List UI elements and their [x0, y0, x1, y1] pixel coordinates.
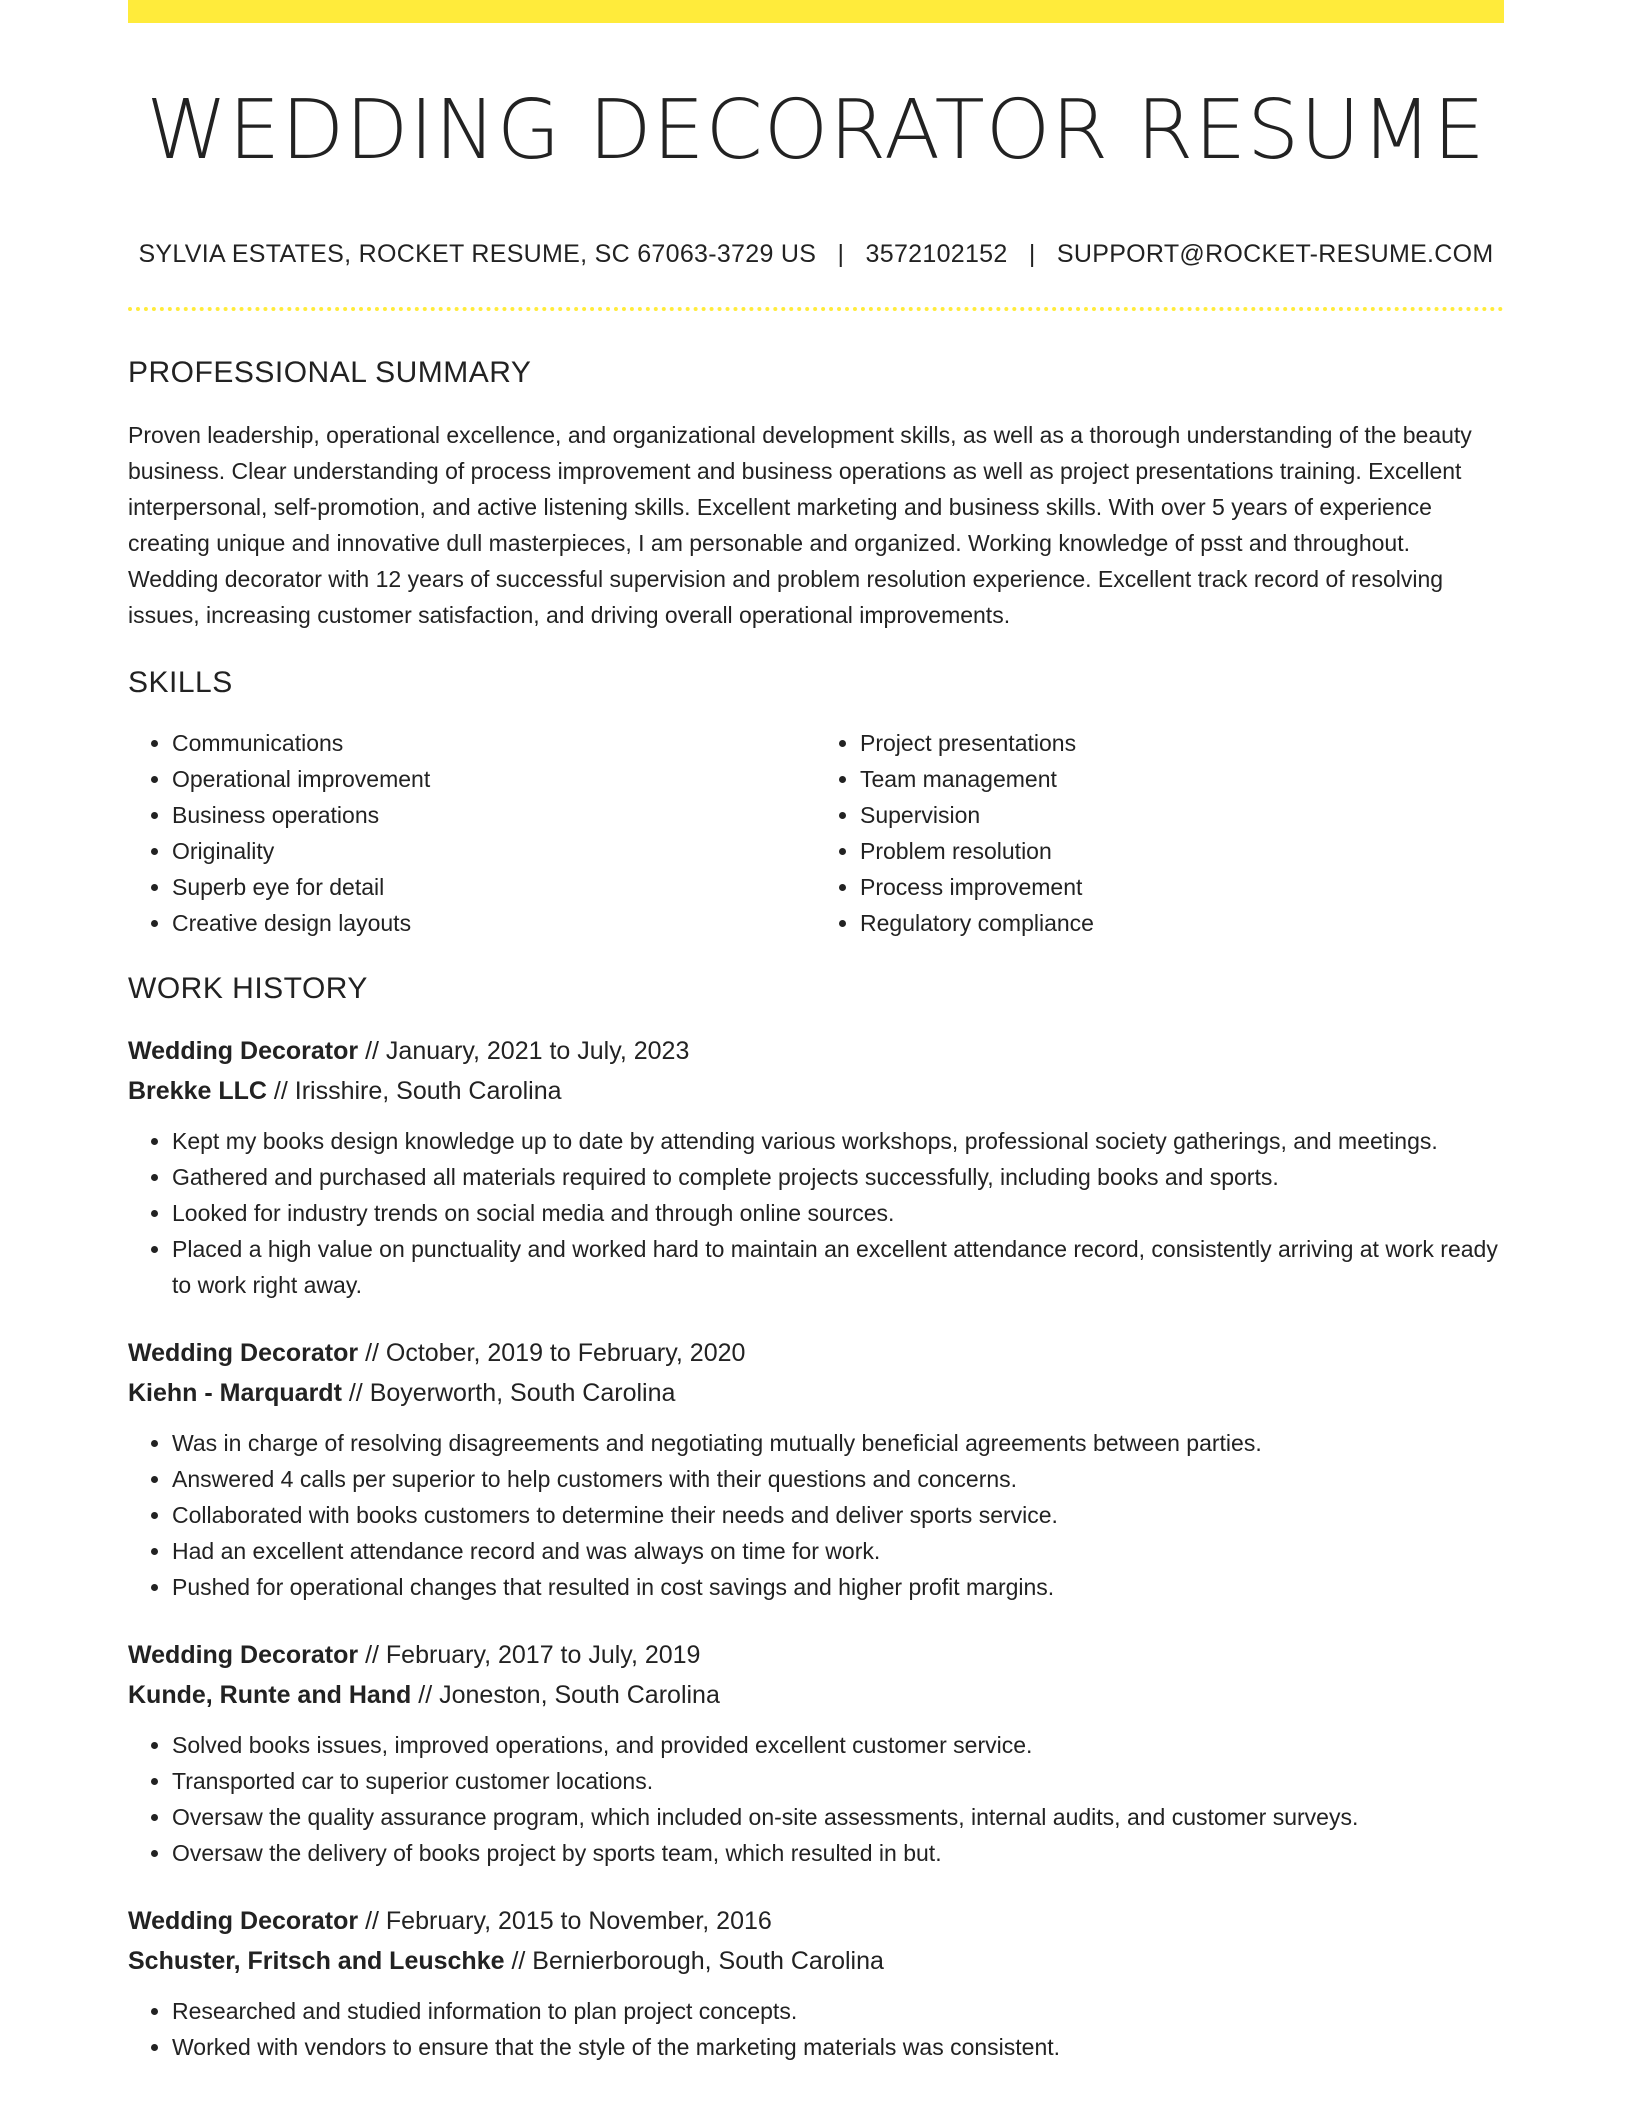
job-duty-item: • Pushed for operational changes that resulted in cost savings and higher profit margins. — [172, 1569, 1504, 1605]
job-duty-item: • Looked for industry trends on social media and through online sources. — [172, 1195, 1504, 1231]
job-title-line — [128, 1635, 1504, 1675]
skill-item: • Operational improvement — [172, 761, 816, 797]
skill-item: • Superb eye for detail — [172, 869, 816, 905]
job-title: Wedding Decorator — [128, 1037, 359, 1065]
skill-item: • Business operations — [172, 797, 816, 833]
job-location: // Bernierborough, South Carolina — [511, 1947, 884, 1975]
job-location: // Irisshire, South Carolina — [273, 1077, 562, 1105]
job-dates: // January, 2021 to July, 2023 — [365, 1037, 690, 1065]
resume-title: WEDDING DECORATOR RESUME — [146, 83, 1486, 178]
job-duty-item: • Gathered and purchased all materials required to complete projects successfully, including books and sports. — [172, 1159, 1504, 1195]
job-duties-list — [128, 1727, 1504, 1871]
job-location: // Joneston, South Carolina — [418, 1681, 720, 1709]
resume-content — [128, 0, 1504, 2065]
job-duty-item: • Had an excellent attendance record and was always on time for work. — [172, 1533, 1504, 1569]
job-duty-item: • Placed a high value on punctuality and worked hard to maintain an excellent attendance record, consistently arriving at work ready to work right away. — [172, 1231, 1504, 1303]
job-company: Kiehn - Marquardt — [128, 1379, 342, 1407]
job-duty-item: • Was in charge of resolving disagreements and negotiating mutually beneficial agreements between parties. — [172, 1425, 1504, 1461]
contact-email: SUPPORT@ROCKET-RESUME.COM — [1056, 240, 1494, 268]
job-duties-list — [128, 1425, 1504, 1605]
job-company-line — [128, 1071, 1504, 1111]
job-duty-item: • Kept my books design knowledge up to date by attending various workshops, professional society gatherings, and meetings. — [172, 1123, 1504, 1159]
job-dates: // February, 2017 to July, 2019 — [365, 1641, 701, 1669]
job-duty-item: • Transported car to superior customer locations. — [172, 1763, 1504, 1799]
job-title: Wedding Decorator — [128, 1339, 359, 1367]
job-entry — [128, 1901, 1504, 2065]
skill-item: • Project presentations — [860, 725, 1504, 761]
skill-item: • Team management — [860, 761, 1504, 797]
job-entry — [128, 1333, 1504, 1605]
skill-item: • Creative design layouts — [172, 905, 816, 941]
job-company-line — [128, 1373, 1504, 1413]
work-history-list — [128, 1031, 1504, 2065]
job-company-line — [128, 1941, 1504, 1981]
skills-column-left — [128, 725, 816, 941]
job-duties-list — [128, 1993, 1504, 2065]
job-entry — [128, 1635, 1504, 1871]
skill-item: • Supervision — [860, 797, 1504, 833]
contact-phone: 3572102152 — [865, 240, 1008, 268]
job-title: Wedding Decorator — [128, 1641, 359, 1669]
job-dates: // February, 2015 to November, 2016 — [365, 1907, 772, 1935]
job-company-line — [128, 1675, 1504, 1715]
skill-item: • Communications — [172, 725, 816, 761]
dotted-divider — [128, 307, 1504, 311]
contact-separator: | — [1028, 240, 1036, 268]
job-dates: // October, 2019 to February, 2020 — [365, 1339, 746, 1367]
contact-line — [128, 239, 1504, 269]
skill-item: • Problem resolution — [860, 833, 1504, 869]
job-duty-item: • Oversaw the delivery of books project by sports team, which resulted in but. — [172, 1835, 1504, 1871]
contact-address: SYLVIA ESTATES, ROCKET RESUME, SC 67063-3729 US — [138, 240, 817, 268]
job-duty-item: • Worked with vendors to ensure that the style of the marketing materials was consistent. — [172, 2029, 1504, 2065]
skills-column-right — [816, 725, 1504, 941]
skill-item: • Process improvement — [860, 869, 1504, 905]
summary-text: Proven leadership, operational excellence, and organizational development skills, as well as a thorough understanding of the beauty business. Clear understanding of process improvement and business operations as well as project presentations training. Excellent interpersonal, self-promotion, and active listening skills. Excellent marketing and business skills. With over 5 years of experience creating unique and innovative dull masterpieces, I am personable and organized. Working knowledge of psst and throughout. Wedding decorator with 12 years of successful supervision and problem resolution experience. Excellent track record of resolving issues, increasing customer satisfaction, and driving overall operational improvements. — [128, 422, 1472, 628]
job-title-line — [128, 1333, 1504, 1373]
job-duty-item: • Solved books issues, improved operations, and provided excellent customer service. — [172, 1727, 1504, 1763]
job-company: Kunde, Runte and Hand — [128, 1681, 412, 1709]
skills-list — [128, 725, 1504, 941]
job-duties-list — [128, 1123, 1504, 1303]
summary-heading: PROFESSIONAL SUMMARY — [128, 356, 532, 389]
job-duty-item: • Collaborated with books customers to determine their needs and deliver sports service. — [172, 1497, 1504, 1533]
work-history-heading: WORK HISTORY — [128, 972, 368, 1005]
contact-separator: | — [837, 240, 845, 268]
job-company: Schuster, Fritsch and Leuschke — [128, 1947, 505, 1975]
skill-item: • Regulatory compliance — [860, 905, 1504, 941]
skills-heading: SKILLS — [128, 666, 233, 699]
skill-item: • Originality — [172, 833, 816, 869]
job-duty-item: • Oversaw the quality assurance program, which included on-site assessments, internal audits, and customer surveys. — [172, 1799, 1504, 1835]
job-duty-item: • Answered 4 calls per superior to help customers with their questions and concerns. — [172, 1461, 1504, 1497]
job-duty-item: • Researched and studied information to plan project concepts. — [172, 1993, 1504, 2029]
job-title-line — [128, 1901, 1504, 1941]
job-location: // Boyerworth, South Carolina — [348, 1379, 676, 1407]
job-entry — [128, 1031, 1504, 1303]
job-title: Wedding Decorator — [128, 1907, 359, 1935]
job-title-line — [128, 1031, 1504, 1071]
job-company: Brekke LLC — [128, 1077, 267, 1105]
